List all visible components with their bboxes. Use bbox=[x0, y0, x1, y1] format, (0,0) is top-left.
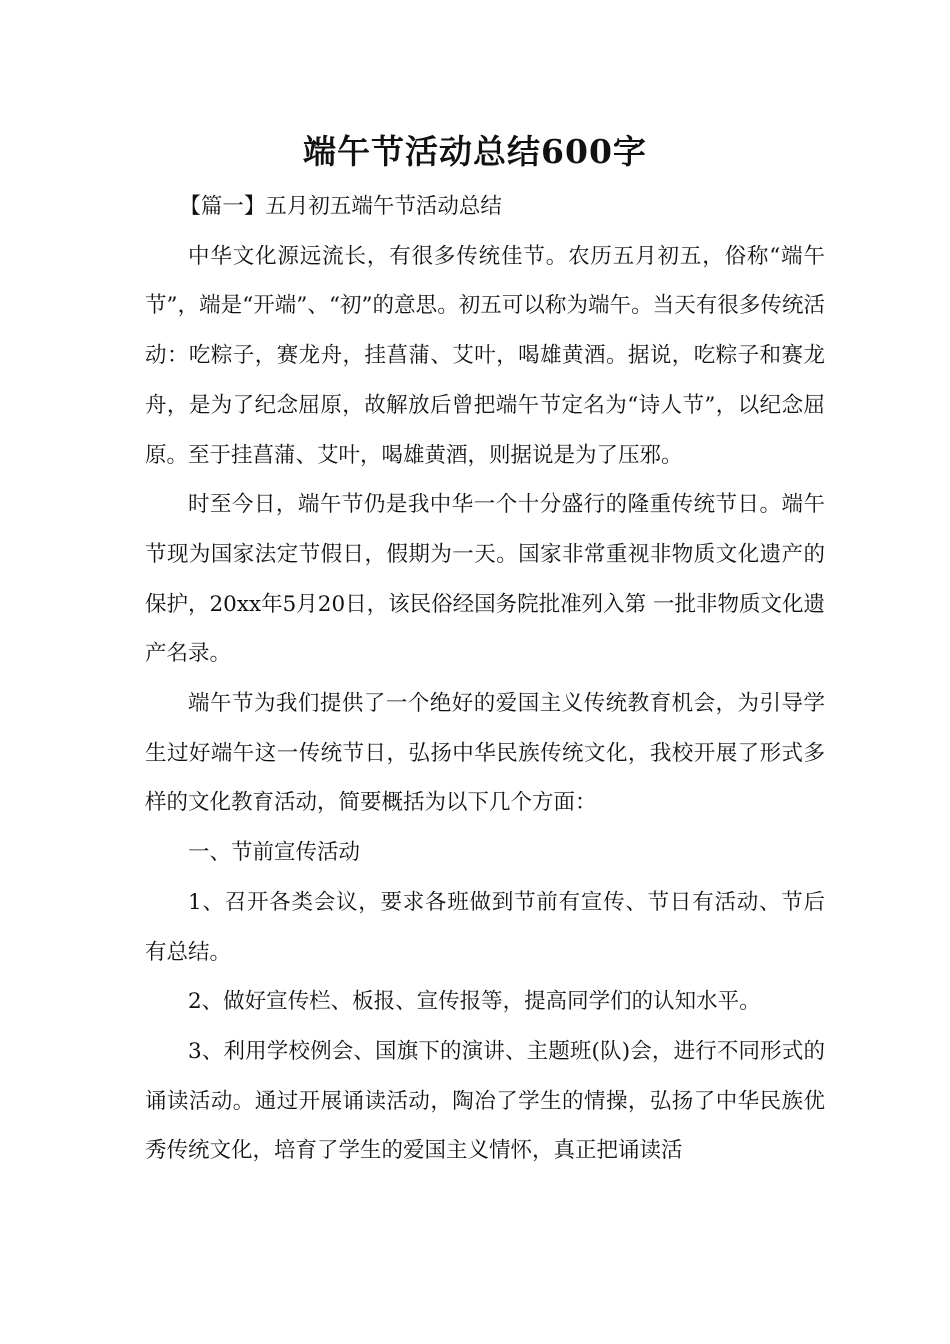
document-title: 端午节活动总结600字 bbox=[303, 132, 647, 171]
subheading-pre-festival: 一、节前宣传活动 bbox=[188, 840, 361, 866]
list-item-3: 3、利用学校例会、国旗下的演讲、主题班(队)会，进行不同形式的诵读活动。通过开展诵读活动，陶冶了学生的情操，弘扬了中华民族优秀传统文化，培育了学生的爱国主义情怀，真正把诵读活 bbox=[145, 1038, 825, 1164]
paragraph-opportunity: 端午节为我们提供了一个绝好的爱国主义传统教育机会，为引导学生过好端午这一传统节日，弘扬中华民族传统文化，我校开展了形式多样的文化教育活动，简要概括为以下几个方面： bbox=[145, 691, 825, 816]
list-item-2: 2、做好宣传栏、板报、宣传报等，提高同学们的认知水平。 bbox=[188, 989, 761, 1015]
document-body bbox=[145, 182, 825, 1176]
paragraph-intro: 中华文化源远流长，有很多传统佳节。农历五月初五，俗称“端午节”，端是“开端”、“初”的意思。初五可以称为端午。当天有很多传统活动：吃粽子，赛龙舟，挂菖蒲、艾叶，喝雄黄酒。据说，吃粽子和赛龙舟，是为了纪念屈原，故解放后曾把端午节定名为“诗人节”，以纪念屈原。至于挂菖蒲、艾叶，喝雄黄酒，则据说是为了压邪。 bbox=[145, 243, 825, 468]
list-item-1: 1、召开各类会议，要求各班做到节前有宣传、节日有活动、节后有总结。 bbox=[145, 889, 825, 965]
section-heading: 【篇一】五月初五端午节活动总结 bbox=[179, 194, 502, 219]
paragraph-today: 时至今日，端午节仍是我中华一个十分盛行的隆重传统节日。端午节现为国家法定节假日，假期为一天。国家非常重视非物质文化遗产的保护，20xx年5月20日，该民俗经国务院批准列入第 一批非物质文化遗产名录。 bbox=[145, 492, 825, 667]
